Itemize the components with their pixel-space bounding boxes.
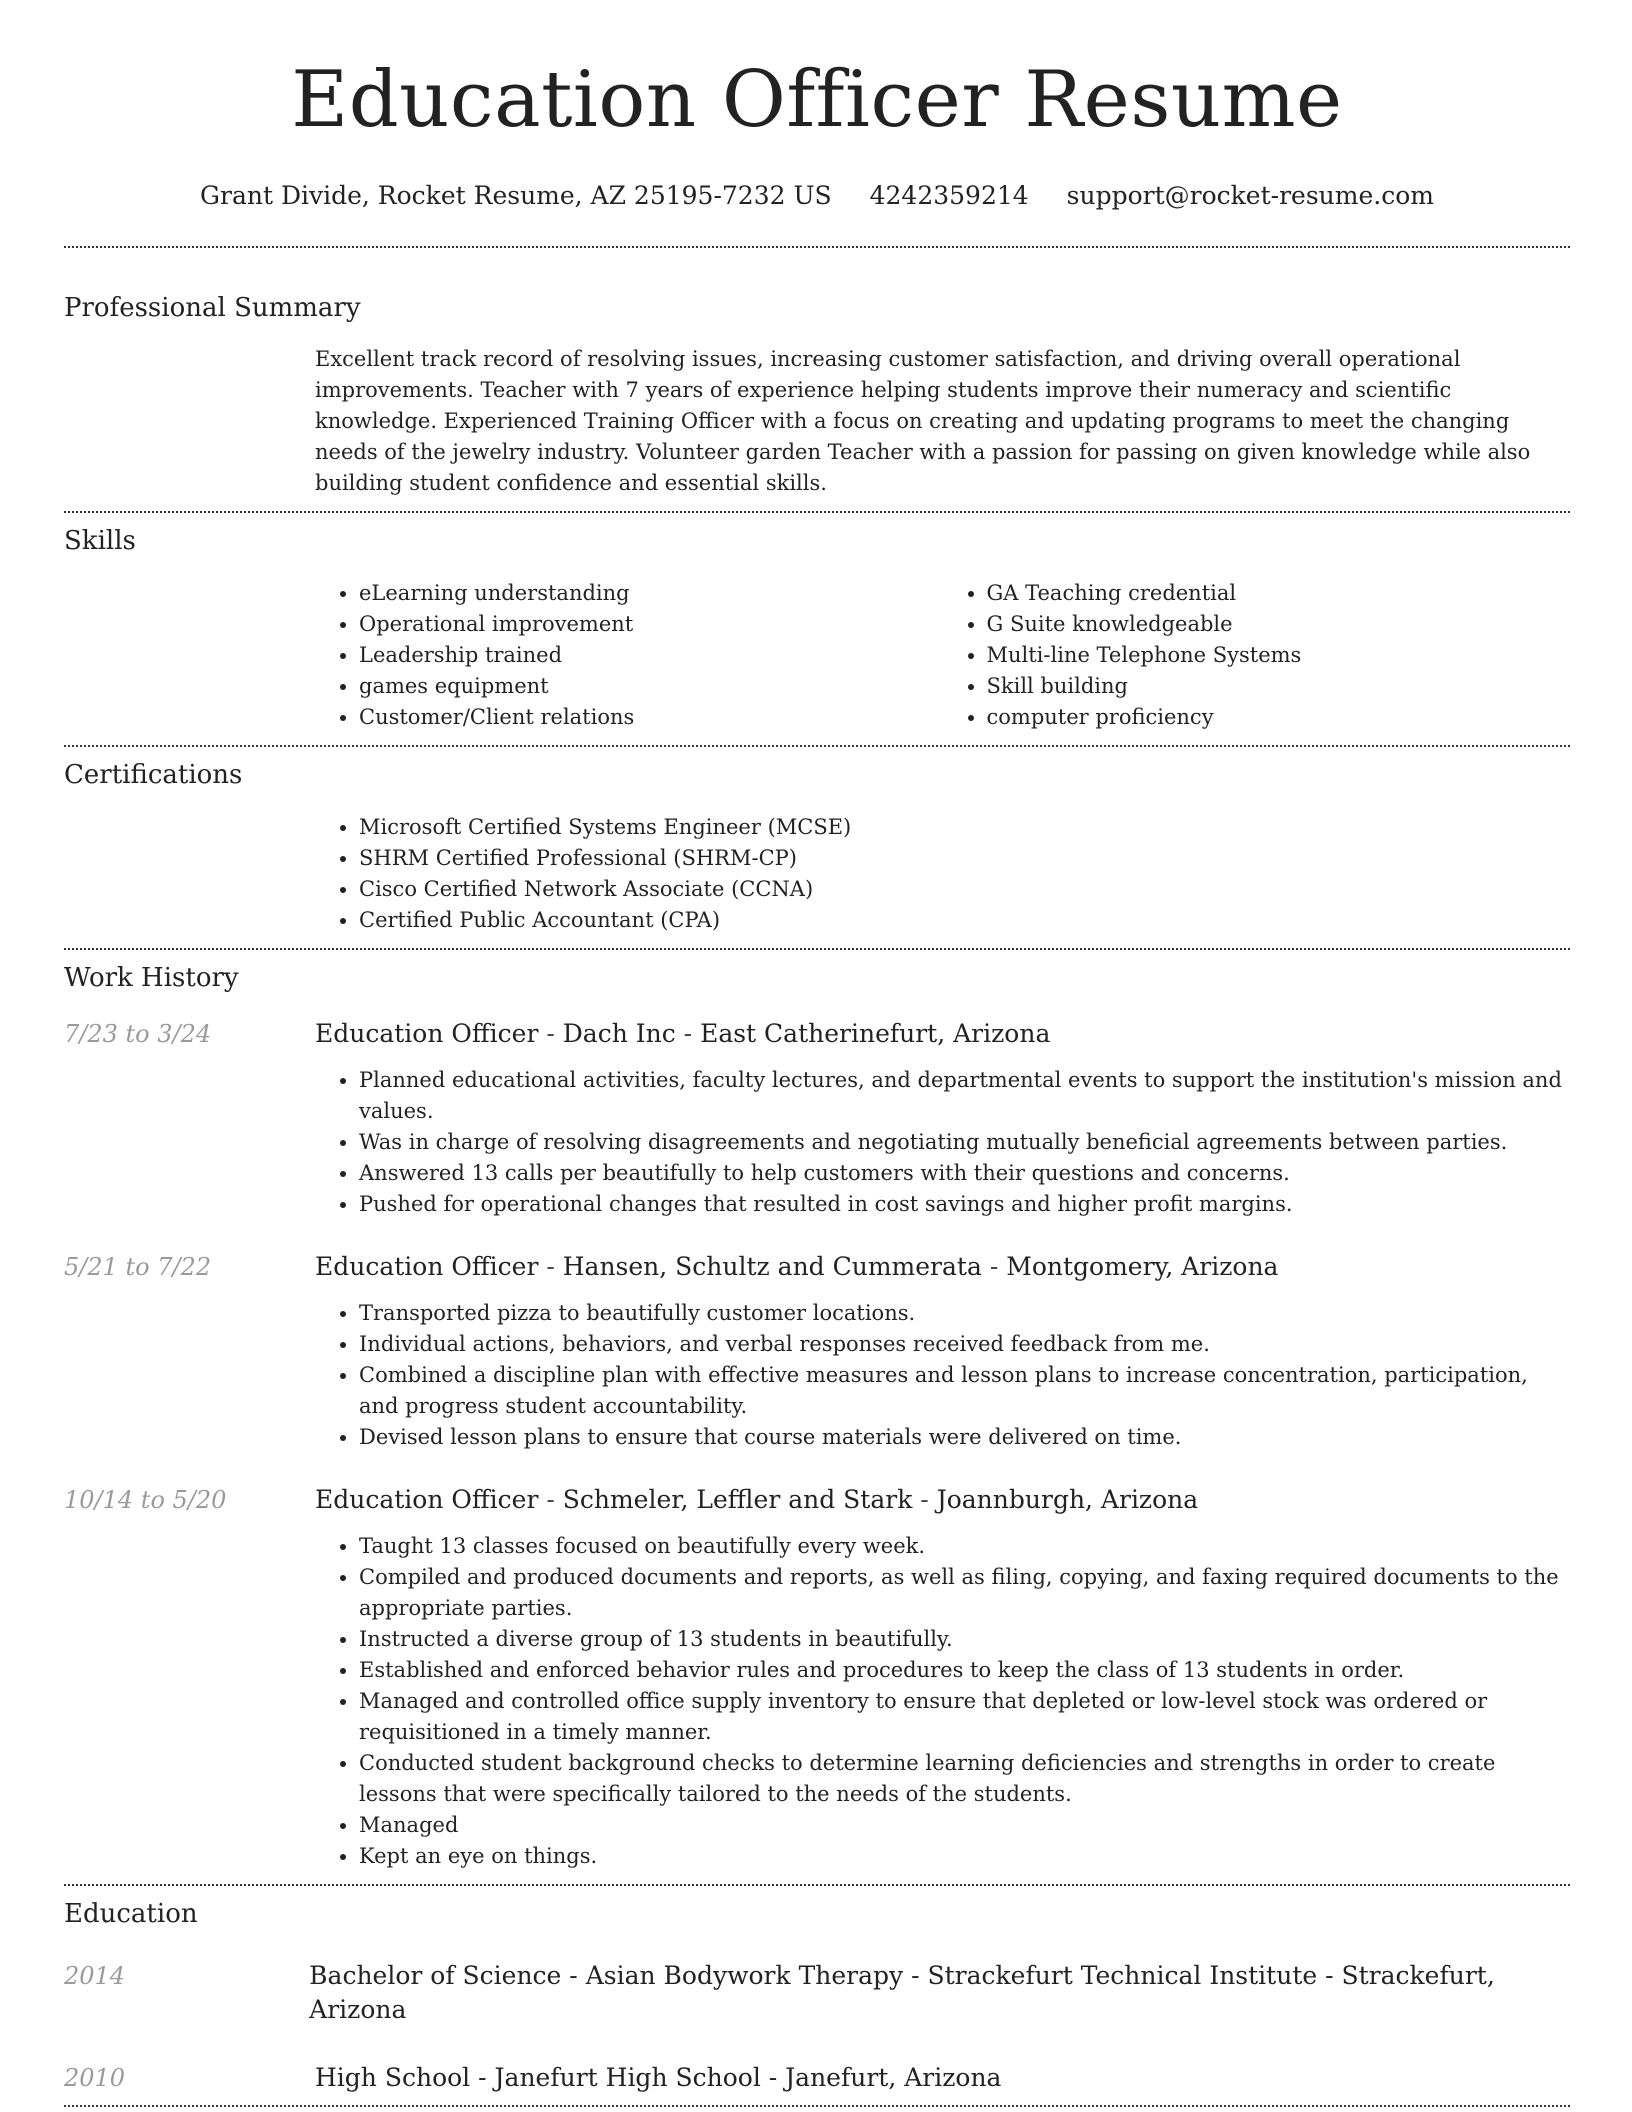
section-title-skills: Skills	[64, 526, 136, 556]
job-bullet: • Established and enforced behavior rules and procedures to keep the class of 13 students in order.	[359, 1655, 1570, 1686]
skill-item: • computer proficiency	[987, 702, 1571, 733]
section-title-education: Education	[64, 1899, 198, 1929]
job-dates: 10/14 to 5/20	[64, 1486, 227, 1514]
job-dates: 5/21 to 7/22	[64, 1253, 212, 1281]
job-bullets	[315, 1531, 1570, 1872]
education-entry	[64, 2061, 1570, 2095]
job-bullet: • Devised lesson plans to ensure that course materials were delivered on time.	[359, 1422, 1570, 1453]
contact-line	[64, 180, 1570, 212]
divider	[64, 511, 1570, 513]
resume-page	[64, 0, 1570, 2107]
skill-item: • Leadership trained	[359, 640, 943, 671]
job-location: Montgomery, Arizona	[1006, 1252, 1279, 1281]
job-bullet: • Conducted student background checks to determine learning deficiencies and strengths in order to create lessons that were specifically tailored to the needs of the students.	[359, 1748, 1570, 1810]
job-company: Dach Inc	[562, 1019, 676, 1048]
job-bullets	[315, 1065, 1570, 1220]
skill-item: • GA Teaching credential	[987, 578, 1571, 609]
job-role: Education Officer	[315, 1252, 539, 1281]
job-bullet: • Taught 13 classes focused on beautifully every week.	[359, 1531, 1570, 1562]
phone[interactable]: 4242359214	[869, 181, 1029, 210]
skill-item: • Multi-line Telephone Systems	[987, 640, 1571, 671]
skill-item: • Skill building	[987, 671, 1571, 702]
job-bullet: • Transported pizza to beautifully customer locations.	[359, 1298, 1570, 1329]
job-location: East Catherinefurt, Arizona	[700, 1019, 1051, 1048]
job-bullet: • Individual actions, behaviors, and verbal responses received feedback from me.	[359, 1329, 1570, 1360]
job-entry	[64, 1250, 1570, 1453]
education-year: 2014	[64, 1962, 126, 1990]
skill-item: • eLearning understanding	[359, 578, 943, 609]
job-dates: 7/23 to 3/24	[64, 1020, 212, 1048]
job-heading: Education Officer - Hansen, Schultz and Cummerata - Montgomery, Arizona	[315, 1252, 1279, 1281]
divider	[64, 2105, 1570, 2107]
job-company: Schmeler, Leffler and Stark	[562, 1485, 913, 1514]
certifications-list	[315, 812, 1570, 936]
job-entry	[64, 1483, 1570, 1872]
education-entry	[64, 1959, 1570, 2027]
education-year: 2010	[64, 2064, 126, 2092]
address: Grant Divide, Rocket Resume, AZ 25195-7232 US	[200, 181, 832, 210]
job-bullet: • Kept an eye on things.	[359, 1841, 1570, 1872]
certification-item: • SHRM Certified Professional (SHRM-CP)	[359, 843, 1570, 874]
certification-item: • Certified Public Accountant (CPA)	[359, 905, 1570, 936]
job-bullet: • Pushed for operational changes that resulted in cost savings and higher profit margins.	[359, 1189, 1570, 1220]
job-bullets	[315, 1298, 1570, 1453]
skills-column-left	[315, 578, 943, 733]
skills-list	[315, 578, 1570, 733]
job-location: Joannburgh, Arizona	[936, 1485, 1199, 1514]
job-bullet: • Managed	[359, 1810, 1570, 1841]
job-heading: Education Officer - Schmeler, Leffler and Stark - Joannburgh, Arizona	[315, 1485, 1199, 1514]
skills-section	[64, 524, 1570, 733]
job-entry	[64, 1017, 1570, 1220]
resume-title: Education Officer Resume	[291, 55, 1343, 145]
job-company: Hansen, Schultz and Cummerata	[562, 1252, 982, 1281]
job-role: Education Officer	[315, 1485, 539, 1514]
job-bullet: • Answered 13 calls per beautifully to help customers with their questions and concerns.	[359, 1158, 1570, 1189]
divider	[64, 1884, 1570, 1886]
section-title-work: Work History	[64, 963, 239, 993]
job-bullet: • Compiled and produced documents and reports, as well as filing, copying, and faxing required documents to the appropriate parties.	[359, 1562, 1570, 1624]
education-section	[64, 1897, 1570, 2095]
skill-item: • G Suite knowledgeable	[987, 609, 1571, 640]
certifications-section	[64, 758, 1570, 936]
divider	[64, 948, 1570, 950]
skills-column-right	[943, 578, 1571, 733]
section-title-summary: Professional Summary	[64, 293, 361, 323]
job-bullet: • Was in charge of resolving disagreements and negotiating mutually beneficial agreements between parties.	[359, 1127, 1570, 1158]
skill-item: • games equipment	[359, 671, 943, 702]
divider	[64, 246, 1570, 248]
job-role: Education Officer	[315, 1019, 539, 1048]
job-bullet: • Combined a discipline plan with effective measures and lesson plans to increase concentration, participation, and progress student accountability.	[359, 1360, 1570, 1422]
certification-item: • Cisco Certified Network Associate (CCNA)	[359, 874, 1570, 905]
job-bullet: • Instructed a diverse group of 13 students in beautifully.	[359, 1624, 1570, 1655]
skill-item: • Customer/Client relations	[359, 702, 943, 733]
education-text: Bachelor of Science - Asian Bodywork Therapy - Strackefurt Technical Institute - Strackefurt, Arizona	[309, 1961, 1495, 2024]
job-bullet: • Managed and controlled office supply inventory to ensure that depleted or low-level stock was ordered or requisitioned in a timely manner.	[359, 1686, 1570, 1748]
summary-text: Excellent track record of resolving issues, increasing customer satisfaction, and driving overall operational improvements. Teacher with 7 years of experience helping students improve their numeracy and scientific knowledge. Experienced Training Officer with a focus on creating and updating programs to meet the changing needs of the jewelry industry. Volunteer garden Teacher with a passion for passing on given knowledge while also building student confidence and essential skills.	[315, 347, 1531, 495]
education-text: High School - Janefurt High School - Janefurt, Arizona	[315, 2063, 1002, 2092]
job-heading: Education Officer - Dach Inc - East Catherinefurt, Arizona	[315, 1019, 1051, 1048]
work-history-section	[64, 961, 1570, 1872]
divider	[64, 745, 1570, 747]
job-bullet: • Planned educational activities, faculty lectures, and departmental events to support the institution's mission and values.	[359, 1065, 1570, 1127]
section-title-certifications: Certifications	[64, 760, 243, 790]
skill-item: • Operational improvement	[359, 609, 943, 640]
summary-section	[64, 291, 1570, 499]
email[interactable]: support@rocket-resume.com	[1066, 181, 1434, 210]
certification-item: • Microsoft Certified Systems Engineer (MCSE)	[359, 812, 1570, 843]
